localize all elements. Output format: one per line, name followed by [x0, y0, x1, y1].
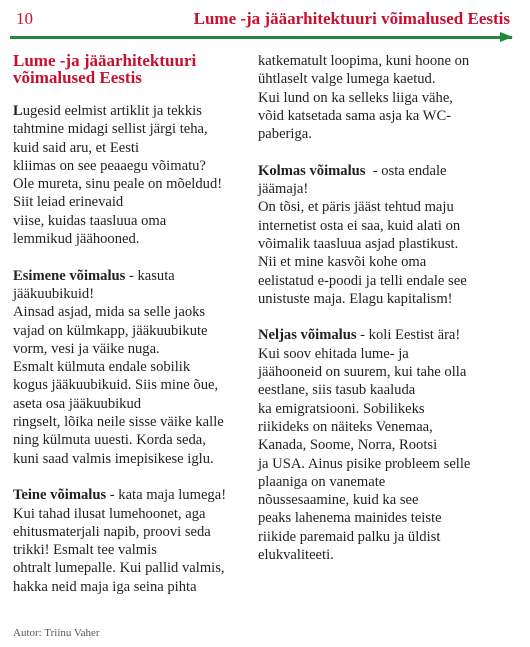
article-title-line: Lume -ja jääarhitektuuri [13, 51, 197, 70]
section-line: jääkuubikuid! [13, 285, 95, 302]
section-line: nõussesaamine, kuid ka see [258, 492, 419, 509]
section-heading: Neljas võimalus [258, 327, 357, 344]
section-line: kogus jääkuubikuid. Siis mine õue, [13, 377, 219, 394]
section-line: ringselt, lõika neile sisse väike kalle [13, 414, 224, 431]
section-line: Kanada, Soome, Norra, Rootsi [258, 437, 438, 454]
running-header-title: Lume -ja jääarhitektuuri võimalused Eestis [193, 9, 510, 28]
section-line: riikide paremaid palku ja üldist [258, 528, 441, 545]
intro-line: Siit leiad erinevaid [13, 194, 124, 211]
section-line: peaks lahenema mainides teiste [258, 510, 442, 527]
page-number: 10 [16, 9, 33, 28]
section-line: - kata maja lumega! [106, 487, 227, 504]
spacer [13, 248, 263, 266]
spacer [258, 143, 512, 161]
section-line: On tõsi, et päris jääst tehtud maju [258, 199, 454, 216]
section-fourth [258, 326, 512, 564]
section-line: unistuste maja. Elagu kapitalism! [258, 290, 453, 307]
section-second [13, 486, 263, 596]
section-heading: Kolmas võimalus [258, 162, 366, 179]
section-line: ühtlaselt valge lumega kaetud. [258, 71, 436, 88]
section-line: ka emigratsiooni. Sobilikeks [258, 400, 425, 417]
section-line: jäähooneid on suurem, kui tahe olla [258, 364, 467, 381]
spacer [258, 308, 512, 326]
section-line: riikideks on näiteks Venemaa, [258, 418, 433, 435]
section-line: ehitusmaterjali napib, proovi seda [13, 523, 211, 540]
section-third [258, 162, 512, 308]
section-second-continued [258, 52, 512, 143]
spacer [13, 468, 263, 486]
section-line: paberiga. [258, 126, 312, 143]
section-line: - koli Eestist ära! [356, 327, 461, 344]
section-line: vajad on külmkapp, jääkuubikute [13, 322, 208, 339]
section-line: trikki! Esmalt tee valmis [13, 542, 157, 559]
article-title [13, 52, 263, 86]
intro-line: ugesid eelmist artiklit ja tekkis [22, 103, 202, 119]
section-line: plaaniga on vanemate [258, 473, 386, 490]
intro-line: tahtmine midagi sellist järgi teha, [13, 121, 208, 138]
section-line: - kasuta [125, 267, 175, 284]
article-title-line: võimalused Eestis [13, 68, 142, 87]
author-credit: Autor: Triinu Vaher [13, 627, 100, 639]
section-line: Kui soov ehitada lume- ja [258, 345, 409, 362]
column-right [258, 52, 512, 564]
section-line: eestlane, siis tasub kaaluda [258, 382, 416, 399]
section-line: vorm, vesi ja väike nuga. [13, 340, 160, 357]
section-line: ja USA. Ainus pisike probleem selle [258, 455, 471, 472]
column-left [13, 52, 263, 596]
section-line: võimalik taasluua asjad plastikust. [258, 235, 459, 252]
section-line: internetist osta ei saa, kuid alati on [258, 217, 461, 234]
section-line: - osta endale [365, 162, 447, 179]
section-line: jäämaja! [258, 181, 309, 198]
section-line: eelistatud e-poodi ja telli endale see [258, 272, 467, 289]
section-line: Kui lund on ka selleks liiga vähe, [258, 89, 453, 106]
section-line: Esmalt külmuta endale sobilik [13, 359, 191, 376]
intro-line: Ole mureta, sinu peale on mõeldud! [13, 176, 223, 193]
section-line: elukvaliteeti. [258, 547, 334, 564]
section-line: Kui tahad ilusat lumehoonet, aga [13, 505, 206, 522]
section-line: Nii et mine kasvõi kohe oma [258, 254, 427, 271]
intro-line: viise, kuidas taasluua oma [13, 212, 167, 229]
section-heading: Teine võimalus [13, 487, 107, 504]
section-line: ning külmuta uuesti. Korda seda, [13, 432, 206, 449]
section-line: hakka neid maja iga seina pihta [13, 578, 197, 595]
section-line: katkematult loopima, kuni hoone on [258, 53, 470, 69]
spacer [13, 86, 263, 102]
intro-line: kliimas on see peaaegu võimatu? [13, 157, 206, 174]
intro-paragraph [13, 102, 263, 248]
header-rule [10, 36, 512, 39]
dropcap: L [13, 103, 23, 119]
section-heading: Esimene võimalus [13, 267, 126, 284]
intro-line: kuid said aru, et Eesti [13, 139, 140, 156]
section-line: aseta osa jääkuubikud [13, 395, 142, 412]
header-rule-arrow [500, 32, 513, 42]
section-line: Ainsad asjad, mida sa selle jaoks [13, 304, 206, 321]
section-line: ohtralt lumepalle. Kui pallid valmis, [13, 560, 225, 577]
section-first [13, 267, 263, 468]
intro-line: lemmikud jäähooned. [13, 231, 140, 248]
section-line: võid katsetada sama asja ka WC- [258, 107, 452, 124]
section-line: kuni saad valmis imepisikese iglu. [13, 450, 214, 467]
